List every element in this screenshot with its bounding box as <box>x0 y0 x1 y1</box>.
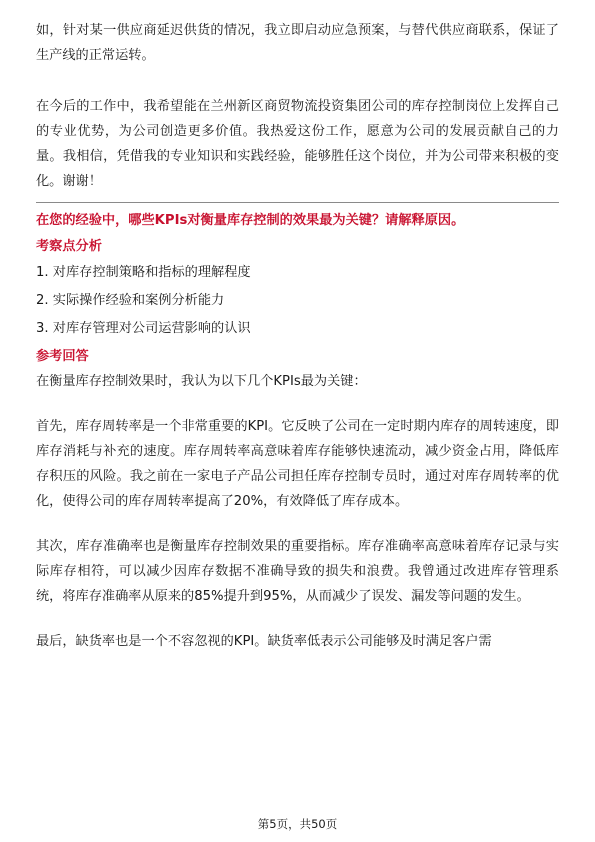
answer-paragraph-1: 首先，库存周转率是一个非常重要的KPI。它反映了公司在一定时期内库存的周转速度，即库存消耗与补充的速度。库存周转率高意味着库存能够快速流动，减少资金占用，降低库存积压的风险。我之前在一家电子产品公司担任库存控制专员时，通过对库存周转率的优化，使得公司的库存周转率提高了20%，有效降低了库存成本。 <box>36 419 559 509</box>
analysis-point-3: 3. 对库存管理对公司运营影响的认识 <box>36 321 251 336</box>
document-body <box>36 18 559 654</box>
analysis-point-1: 1. 对库存控制策略和指标的理解程度 <box>36 265 251 280</box>
analysis-heading: 考察点分析 <box>36 239 102 254</box>
question-title: 在您的经验中，哪些KPIs对衡量库存控制的效果最为关键？请解释原因。 <box>36 213 465 228</box>
analysis-point-2: 2. 实际操作经验和案例分析能力 <box>36 293 225 308</box>
answer-heading: 参考回答 <box>36 349 89 364</box>
paragraph-intro-1: 如，针对某一供应商延迟供货的情况，我立即启动应急预案，与替代供应商联系，保证了生产线的正常运转。 <box>36 23 559 63</box>
answer-paragraph-2: 其次，库存准确率也是衡量库存控制效果的重要指标。库存准确率高意味着库存记录与实际库存相符，可以减少因库存数据不准确导致的损失和浪费。我曾通过改进库存管理系统，将库存准确率从原来的85%提升到95%，从而减少了误发、漏发等问题的发生。 <box>36 539 559 604</box>
paragraph-intro-2: 在今后的工作中，我希望能在兰州新区商贸物流投资集团公司的库存控制岗位上发挥自己的专业优势，为公司创造更多价值。我热爱这份工作，愿意为公司的发展贡献自己的力量。我相信，凭借我的专业知识和实践经验，能够胜任这个岗位，并为公司带来积极的变化。谢谢！ <box>36 99 559 189</box>
answer-intro: 在衡量库存控制效果时，我认为以下几个KPIs最为关键： <box>36 374 367 389</box>
section-divider <box>36 202 559 203</box>
answer-paragraph-3: 最后，缺货率也是一个不容忽视的KPI。缺货率低表示公司能够及时满足客户需 <box>36 634 492 649</box>
page-number: 第5页，共50页 <box>257 817 338 831</box>
